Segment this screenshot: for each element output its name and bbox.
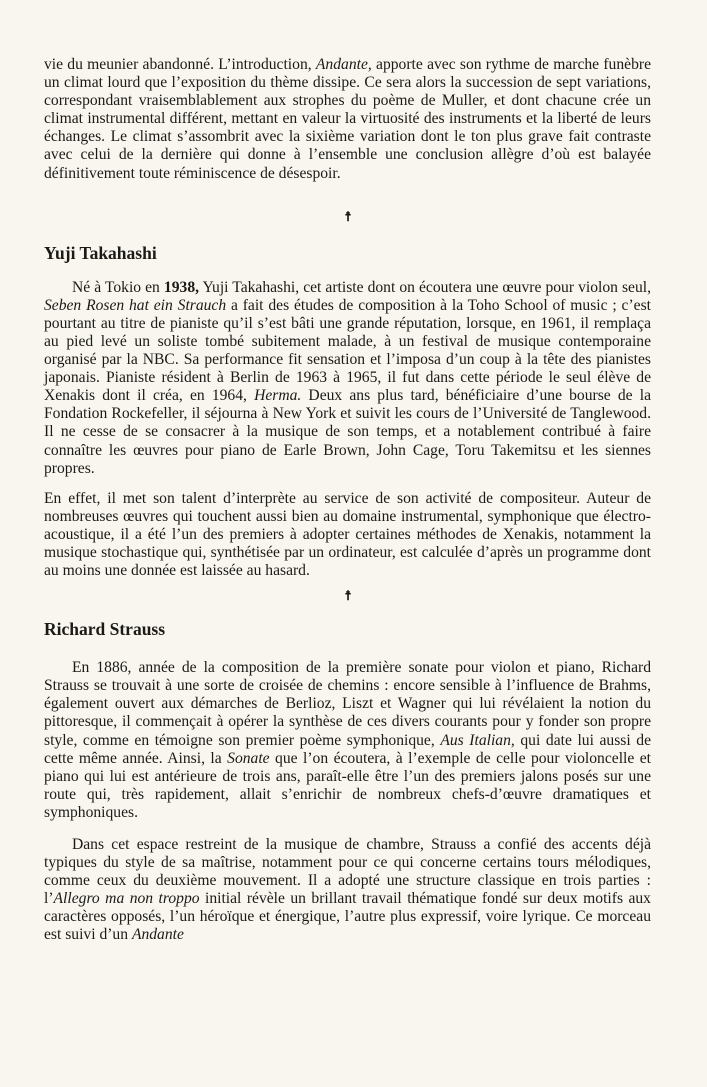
work-title: Allegro ma non troppo — [53, 890, 200, 908]
text-run: Né à Tokio en — [72, 278, 164, 296]
text-run: En 1886, année de la composition de la première sonate pour violon et piano, Richard Strauss se trouvait à une sorte de croisée de chemins : encore sensible à l’influence de Brahms, également ouvert aux démarches de Berlioz, Liszt et Wagner qui lui révélaient la notion du pittoresque, il commençait à opérer la synthèse de ces divers courants pour y fonder son propre style, comme en témoigne son premier poème symphonique, — [44, 659, 651, 749]
birth-year: 1938, — [163, 278, 200, 296]
heading-strauss: Richard Strauss — [44, 619, 166, 640]
text-run: Dans cet espace restreint de la musique de chambre, Strauss a confié des accents déjà typiques du style de sa maîtrise, notamment pour ce qui concerne certains tours mélodiques, comme ceux du deuxième mouvement. Il a adopté une structure classique en trois parties : l’ — [44, 836, 651, 908]
text-run: Deux ans plus tard, bénéficiaire d’une bourse de la Fondation Rockefeller, il séjourna à New York et suivit les cours de l’Université de Tanglewood. Il ne cesse de se consacrer à la musique de son temps, et a notablement contribué à faire connaître les œuvres pour piano de Earle Brown, John Cage, Toru Takemitsu et les siennes propres. — [44, 387, 651, 477]
work-title: Andante, — [315, 56, 372, 73]
heading-takahashi: Yuji Takahashi — [44, 242, 157, 263]
section-ornament-icon: ☨ — [344, 208, 351, 224]
takahashi-paragraph-2: En effet, il met son talent d’interprète au service de son activité de compositeur. Auteur de nombreuses œuvres qui touchent aussi bien au domaine instrumental, symphonique que électro-acoustique, il a été l’un des premiers à adopter certaines méthodes de Xenakis, notamment la musique stochastique qui, synthétisée par un ordinateur, est calculée d’après un programme dont au moins une donnée est laissée au hasard. — [44, 489, 651, 580]
text-run: initial révèle un brillant travail thématique fondé sur deux motifs aux caractères opposés, l’un héroïque et énergique, l’autre plus expressif, voire lyrique. Ce morceau est suivi d’un — [44, 890, 651, 944]
strauss-paragraph-1 — [44, 659, 651, 822]
section-ornament-icon: ☨ — [344, 588, 351, 604]
work-title: Aus Italian, — [440, 731, 515, 749]
intro-paragraph — [44, 56, 651, 183]
takahashi-paragraph-1 — [44, 279, 651, 478]
text-run: apporte avec son rythme de marche funèbre un climat lourd que l’exposition du thème dissipe. Ce sera alors la succession de sept variations, correspondant vraisemblablement aux strophes du poème de Muller, et dont chacune crée un climat instrumental différent, mettant en valeur la virtuosité des instruments et la liberté de leurs échanges. Le climat s’assombrit avec la sixième variation dont le ton plus grave fait contraste avec celui de la dernière qui donne à l’ensemble une conclusion allègre d’où est balayée définitivement toute réminiscence de désespoir. — [44, 56, 651, 182]
text-run: qui date lui aussi de cette même année. Ainsi, la — [44, 731, 651, 767]
work-title: Seben Rosen hat ein Strauch — [44, 296, 227, 314]
text-run: Yuji Takahashi, cet artiste dont on écoutera une œuvre pour violon seul, — [199, 278, 652, 296]
work-title: Sonate — [227, 749, 270, 767]
text-run: a fait des études de composition à la Toho School of music ; c’est pourtant au titre de pianiste qu’il s’est bâti une grande réputation, lorsque, en 1961, il remplaça au pied levé un soliste tombé subitement malade, à un festival de musique contemporaine organisé par la NBC. Sa performance fit sensation et l’imposa d’un coup à la tête des pianistes japonais. Pianiste résident à Berlin de 1963 à 1965, il fut dans cette période le seul élève de Xenakis dont il créa, en 1964, — [44, 296, 651, 405]
strauss-paragraph-2 — [44, 836, 651, 945]
work-title: Herma. — [254, 387, 302, 405]
work-title: Andante — [131, 926, 184, 944]
text-run: vie du meunier abandonné. L’introduction, — [44, 56, 316, 73]
document-page — [44, 56, 651, 945]
text-run: que l’on écoutera, à l’exemple de celle pour violoncelle et piano qui lui est antérieure de trois ans, paraît-elle être l’un des premiers jalons posés sur une route qui, très rapidement, allait s’enrichir de nombreux chefs-d’œuvre dramatiques et symphoniques. — [44, 749, 651, 821]
